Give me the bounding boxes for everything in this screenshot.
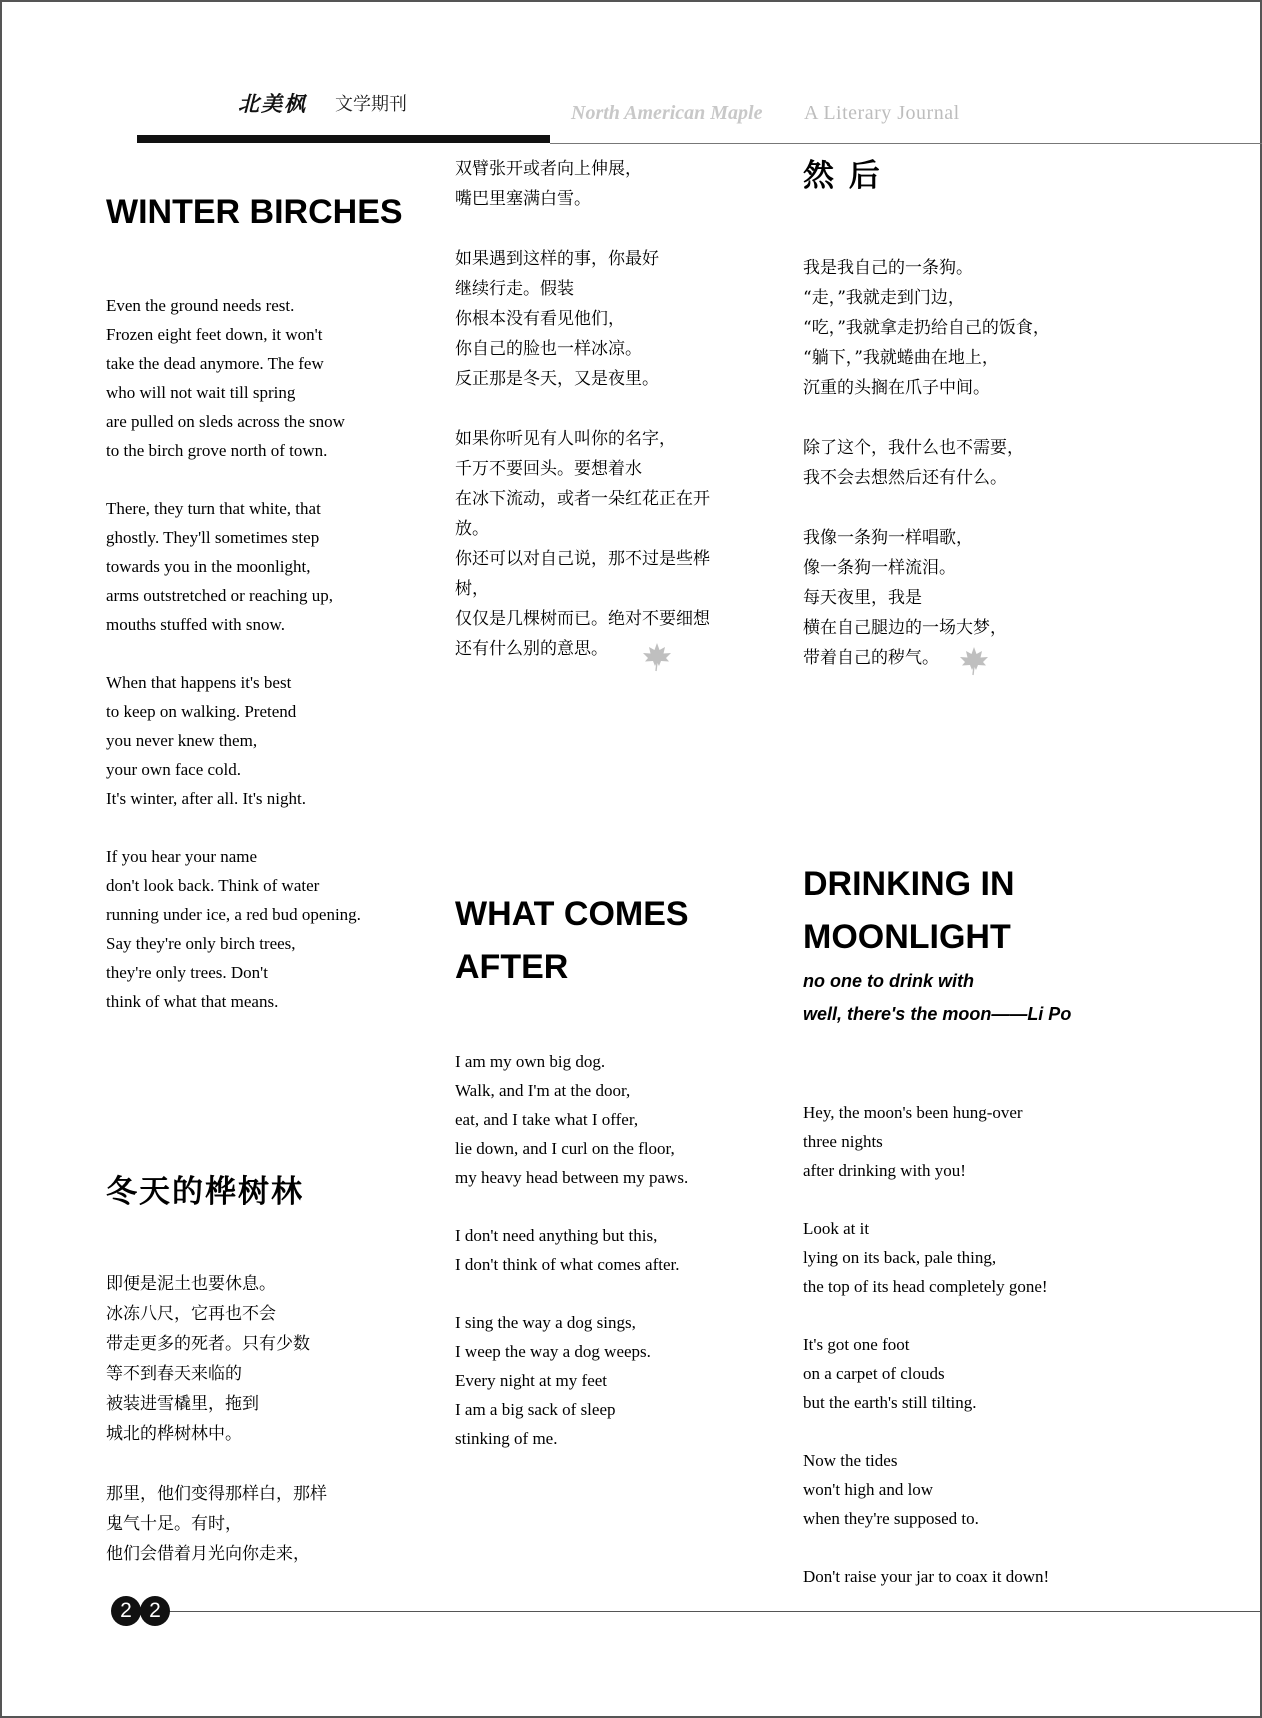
poem-line: 那里，他们变得那样白，那样 xyxy=(106,1484,327,1504)
poem-line: There, they turn that white, that xyxy=(106,499,321,518)
stanza-gap xyxy=(455,214,710,244)
poem-line: but the earth's still tilting. xyxy=(803,1393,977,1412)
poem-title-winter-birches: WINTER BIRCHES xyxy=(106,193,403,231)
header-brand-en: North American Maple xyxy=(571,102,763,124)
poem-line: I sing the way a dog sings, xyxy=(455,1313,636,1332)
poem-line: 仅仅是几棵树而已。绝对不要细想 xyxy=(455,609,710,629)
header-thin-rule xyxy=(550,143,1262,144)
poem-line: when they're supposed to. xyxy=(803,1509,979,1528)
poem-line: 城北的桦树林中。 xyxy=(106,1424,242,1444)
poem-line: you never knew them, xyxy=(106,731,258,750)
header-brand-cn: 北美枫 xyxy=(238,91,307,116)
poem-line: 带着自己的秽气。 xyxy=(803,648,939,668)
stanza-gap xyxy=(803,1301,1049,1330)
poem-line: 我不会去想然后还有什么。 xyxy=(803,468,1007,488)
poem-line: won't high and low xyxy=(803,1480,934,1499)
poem-line: I weep the way a dog weeps. xyxy=(455,1342,651,1361)
poem-line: lie down, and I curl on the floor, xyxy=(455,1139,675,1158)
poem-line: When that happens it's best xyxy=(106,673,292,692)
poem-line: arms outstretched or reaching up, xyxy=(106,586,334,605)
stanza-gap xyxy=(803,1417,1049,1446)
poem-line: I don't need anything but this, xyxy=(455,1226,658,1245)
stanza-gap xyxy=(455,1192,688,1221)
poem-line: 他们会借着月光向你走来， xyxy=(106,1544,310,1564)
poem-body-drinking-in-moonlight xyxy=(803,1098,1049,1591)
poem-line: the top of its head completely gone! xyxy=(803,1277,1048,1296)
poem-line: 放。 xyxy=(455,519,489,539)
poem-line: to the birch grove north of town. xyxy=(106,441,328,460)
stanza-gap xyxy=(106,465,361,494)
poem-title-winter-birches-cn: 冬天的桦树林 xyxy=(106,1174,304,1210)
poem-line: Look at it xyxy=(803,1219,870,1238)
footer-rule xyxy=(130,1611,1262,1612)
poem-line: 如果你听见有人叫你的名字， xyxy=(455,429,676,449)
header-journal-en: A Literary Journal xyxy=(804,102,960,124)
poem-line: your own face cold. xyxy=(106,760,242,779)
poem-body-what-comes-after xyxy=(455,1047,688,1453)
poem-body-winter-birches xyxy=(106,291,361,1016)
poem-line: who will not wait till spring xyxy=(106,383,296,402)
poem-line: towards you in the moonlight, xyxy=(106,557,311,576)
poem-line: after drinking with you! xyxy=(803,1161,966,1180)
poem-title-line: MOONLIGHT xyxy=(803,918,1011,956)
poem-line: they're only trees. Don't xyxy=(106,963,268,982)
poem-line: “吃，”我就拿走扔给自己的饭食， xyxy=(803,318,1050,338)
poem-line: 鬼气十足。有时， xyxy=(106,1514,242,1534)
poem-line: 像一条狗一样流泪。 xyxy=(803,558,956,578)
poem-line: 你自己的脸也一样冰凉。 xyxy=(455,339,642,359)
poem-title-line: WHAT COMES xyxy=(455,895,689,933)
poem-title-line: AFTER xyxy=(455,948,569,986)
poem-line: 在冰下流动，或者一朵红花正在开 xyxy=(455,489,710,509)
stanza-gap xyxy=(803,1533,1049,1562)
page-number-digit: 2 xyxy=(111,1596,141,1626)
poem-line: 等不到春天来临的 xyxy=(106,1364,242,1384)
poem-line: 被装进雪橇里，拖到 xyxy=(106,1394,259,1414)
header-thick-rule xyxy=(137,135,550,143)
poem-line: ghostly. They'll sometimes step xyxy=(106,528,320,547)
poem-title-what-comes-after xyxy=(455,888,689,994)
poem-line: Now the tides xyxy=(803,1451,898,1470)
poem-line: to keep on walking. Pretend xyxy=(106,702,297,721)
poem-line: 如果遇到这样的事，你最好 xyxy=(455,249,659,269)
poem-line: 嘴巴里塞满白雪。 xyxy=(455,189,591,209)
poem-body-what-comes-after-cn xyxy=(803,253,1050,673)
poem-line: take the dead anymore. The few xyxy=(106,354,324,373)
poem-line: 即便是泥土也要休息。 xyxy=(106,1274,276,1294)
poem-line: “走，”我就走到门边， xyxy=(803,288,965,308)
poem-line: my heavy head between my paws. xyxy=(455,1168,689,1187)
poem-line: are pulled on sleds across the snow xyxy=(106,412,345,431)
poem-body-winter-birches-cn-continued xyxy=(455,154,710,664)
epigraph-line: no one to drink with xyxy=(803,971,974,991)
poem-line: I am a big sack of sleep xyxy=(455,1400,616,1419)
poem-line: 继续行走。假装 xyxy=(455,279,574,299)
poem-line: 千万不要回头。要想着水 xyxy=(455,459,642,479)
stanza-gap xyxy=(455,1279,688,1308)
poem-line: eat, and I take what I offer, xyxy=(455,1110,639,1129)
poem-line: 你还可以对自己说，那不过是些桦 xyxy=(455,549,710,569)
epigraph-line: well, there's the moon——Li Po xyxy=(803,1004,1072,1024)
poem-line: running under ice, a red bud opening. xyxy=(106,905,361,924)
poem-line: 带走更多的死者。只有少数 xyxy=(106,1334,310,1354)
maple-leaf-icon xyxy=(957,644,991,678)
stanza-gap xyxy=(106,1449,327,1479)
poem-line: “躺下，”我就蜷曲在地上， xyxy=(803,348,999,368)
poem-line: It's winter, after all. It's night. xyxy=(106,789,306,808)
poem-line: 反正那是冬天，又是夜里。 xyxy=(455,369,659,389)
stanza-gap xyxy=(803,403,1050,433)
stanza-gap xyxy=(803,1185,1049,1214)
poem-line: Frozen eight feet down, it won't xyxy=(106,325,323,344)
poem-line: 你根本没有看见他们， xyxy=(455,309,625,329)
poem-epigraph xyxy=(803,965,1071,1031)
poem-line: Every night at my feet xyxy=(455,1371,608,1390)
header-journal-cn: 文学期刊 xyxy=(335,94,407,115)
poem-line: Hey, the moon's been hung-over xyxy=(803,1103,1023,1122)
poem-line: 每天夜里，我是 xyxy=(803,588,922,608)
poem-line: Don't raise your jar to coax it down! xyxy=(803,1567,1050,1586)
poem-line: Walk, and I'm at the door, xyxy=(455,1081,631,1100)
poem-line: It's got one foot xyxy=(803,1335,910,1354)
poem-line: 还有什么别的意思。 xyxy=(455,639,608,659)
poem-line: on a carpet of clouds xyxy=(803,1364,945,1383)
poem-line: 沉重的头搁在爪子中间。 xyxy=(803,378,990,398)
poem-line: don't look back. Think of water xyxy=(106,876,320,895)
poem-title-what-comes-after-cn: 然 后 xyxy=(803,158,882,194)
poem-line: three nights xyxy=(803,1132,883,1151)
poem-line: I don't think of what comes after. xyxy=(455,1255,680,1274)
poem-line: Even the ground needs rest. xyxy=(106,296,295,315)
stanza-gap xyxy=(106,639,361,668)
stanza-gap xyxy=(803,493,1050,523)
poem-line: 除了这个，我什么也不需要， xyxy=(803,438,1024,458)
maple-leaf-icon xyxy=(640,640,674,674)
poem-line: 横在自己腿边的一场大梦， xyxy=(803,618,1007,638)
page-number-digit: 2 xyxy=(140,1596,170,1626)
stanza-gap xyxy=(455,394,710,424)
poem-line: 冰冻八尺，它再也不会 xyxy=(106,1304,276,1324)
poem-line: I am my own big dog. xyxy=(455,1052,606,1071)
poem-body-winter-birches-cn xyxy=(106,1269,327,1569)
poem-line: 双臂张开或者向上伸展， xyxy=(455,159,642,179)
poem-title-line: DRINKING IN xyxy=(803,865,1015,903)
poem-line: think of what that means. xyxy=(106,992,279,1011)
poem-line: lying on its back, pale thing, xyxy=(803,1248,997,1267)
poem-line: stinking of me. xyxy=(455,1429,558,1448)
poem-line: 我是我自己的一条狗。 xyxy=(803,258,973,278)
poem-line: If you hear your name xyxy=(106,847,258,866)
poem-line: mouths stuffed with snow. xyxy=(106,615,285,634)
poem-line: Say they're only birch trees, xyxy=(106,934,296,953)
poem-line: 树， xyxy=(455,579,489,599)
stanza-gap xyxy=(106,813,361,842)
poem-title-drinking-in-moonlight xyxy=(803,858,1015,964)
poem-line: 我像一条狗一样唱歌， xyxy=(803,528,973,548)
